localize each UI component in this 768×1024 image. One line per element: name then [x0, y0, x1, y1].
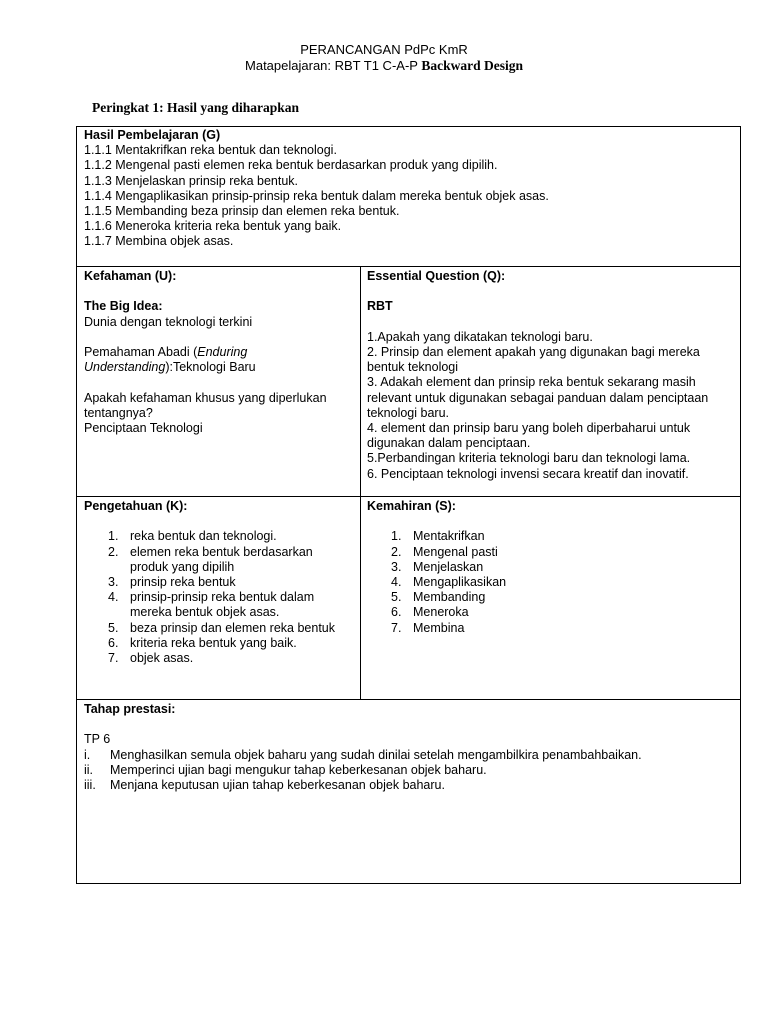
list-item: 2. elemen reka bentuk berdasarkan produk yang dipilih	[108, 544, 313, 574]
kefahaman-title: Kefahaman (U):	[84, 269, 177, 283]
table-column-divider	[360, 266, 361, 699]
subject-line	[0, 58, 768, 74]
essential-item: 3. Adakah element dan prinsip reka bentuk sekarang masih relevant untuk digunakan sebagai panduan dalam penciptaan teknologi baru.	[367, 375, 709, 420]
list-item: 5. beza prinsip dan elemen reka bentuk	[108, 620, 335, 635]
list-item: 2. Mengenal pasti	[391, 544, 498, 559]
list-item: iii. Menjana keputusan ujian tahap keberkesanan objek baharu.	[84, 778, 445, 792]
document-title: PERANCANGAN PdPc KmR	[300, 42, 468, 57]
kemahiran-cell	[367, 499, 737, 636]
document-header	[0, 42, 768, 74]
hasil-item: 1.1.4 Mengaplikasikan prinsip-prinsip reka bentuk dalam mereka bentuk objek asas.	[84, 188, 549, 203]
list-item: 4. prinsip-prinsip reka bentuk dalam mereka bentuk objek asas.	[108, 590, 315, 620]
list-item: i. Menghasilkan semula objek baharu yang sudah dinilai setelah mengambilkira penambahbaikan.	[84, 747, 642, 762]
tahap-title: Tahap prestasi:	[84, 702, 176, 716]
essential-item: 5.Perbandingan kriteria teknologi baru dan teknologi lama.	[367, 451, 691, 466]
list-item: 6. Meneroka	[391, 605, 469, 620]
planning-table	[76, 126, 741, 884]
essential-item: 2. Prinsip dan element apakah yang digunakan bagi mereka bentuk teknologi	[367, 344, 700, 375]
table-divider	[77, 699, 740, 700]
big-idea-title: The Big Idea:	[84, 299, 163, 314]
subject-prefix: Matapelajaran: RBT T1 C-A-P	[245, 58, 422, 73]
list-item: ii. Memperinci ujian bagi mengukur tahap keberkesanan objek baharu.	[84, 762, 487, 777]
table-divider	[77, 266, 740, 267]
list-item: 7. objek asas.	[108, 651, 194, 666]
table-divider	[77, 496, 740, 497]
list-item: 4. Mengaplikasikan	[391, 575, 507, 589]
pemahaman-abadi: Pemahaman Abadi (Enduring Understanding):Teknologi Baru	[84, 344, 256, 375]
hasil-item: 1.1.6 Meneroka kriteria reka bentuk yang baik.	[84, 219, 342, 234]
kefahaman-answer: Penciptaan Teknologi	[84, 420, 203, 435]
kemahiran-list	[367, 529, 737, 635]
kefahaman-question: Apakah kefahaman khusus yang diperlukan tentangnya?	[84, 390, 327, 420]
subject-method: Backward Design	[421, 58, 523, 73]
essential-subject: RBT	[367, 299, 393, 314]
hasil-item: 1.1.7 Membina objek asas.	[84, 234, 234, 249]
hasil-item: 1.1.5 Membanding beza prinsip dan elemen reka bentuk.	[84, 204, 400, 219]
section-title: Peringkat 1: Hasil yang diharapkan	[92, 100, 300, 115]
essential-title: Essential Question (Q):	[367, 269, 506, 283]
essential-item: 6. Penciptaan teknologi invensi secara kreatif dan inovatif.	[367, 466, 689, 481]
kemahiran-title: Kemahiran (S):	[367, 499, 456, 513]
list-item: 3. prinsip reka bentuk	[108, 575, 236, 589]
list-item: 7. Membina	[391, 620, 465, 635]
hasil-item: 1.1.1 Mentakrifkan reka bentuk dan teknologi.	[84, 143, 337, 158]
list-item: 1. Mentakrifkan	[391, 529, 485, 544]
tahap-list	[84, 748, 734, 794]
list-item: 6. kriteria reka bentuk yang baik.	[108, 635, 297, 650]
kefahaman-cell	[84, 269, 354, 436]
pengetahuan-cell	[84, 499, 354, 666]
tahap-cell	[84, 702, 734, 793]
hasil-item: 1.1.3 Menjelaskan prinsip reka bentuk.	[84, 173, 299, 188]
essential-cell	[367, 269, 737, 482]
essential-item: 1.Apakah yang dikatakan teknologi baru.	[367, 329, 593, 344]
list-item: 3. Menjelaskan	[391, 559, 484, 574]
list-item: 1. reka bentuk dan teknologi.	[108, 529, 277, 544]
big-idea-text: Dunia dengan teknologi terkini	[84, 314, 253, 329]
pengetahuan-list	[84, 529, 354, 666]
hasil-item: 1.1.2 Mengenal pasti elemen reka bentuk berdasarkan produk yang dipilih.	[84, 158, 498, 173]
essential-item: 4. element dan prinsip baru yang boleh diperbaharui untuk digunakan dalam penciptaan.	[367, 421, 691, 451]
hasil-title: Hasil Pembelajaran (G)	[84, 128, 221, 142]
hasil-cell	[84, 128, 734, 250]
pengetahuan-title: Pengetahuan (K):	[84, 499, 188, 513]
list-item: 5. Membanding	[391, 590, 486, 605]
tahap-level: TP 6	[84, 732, 111, 747]
